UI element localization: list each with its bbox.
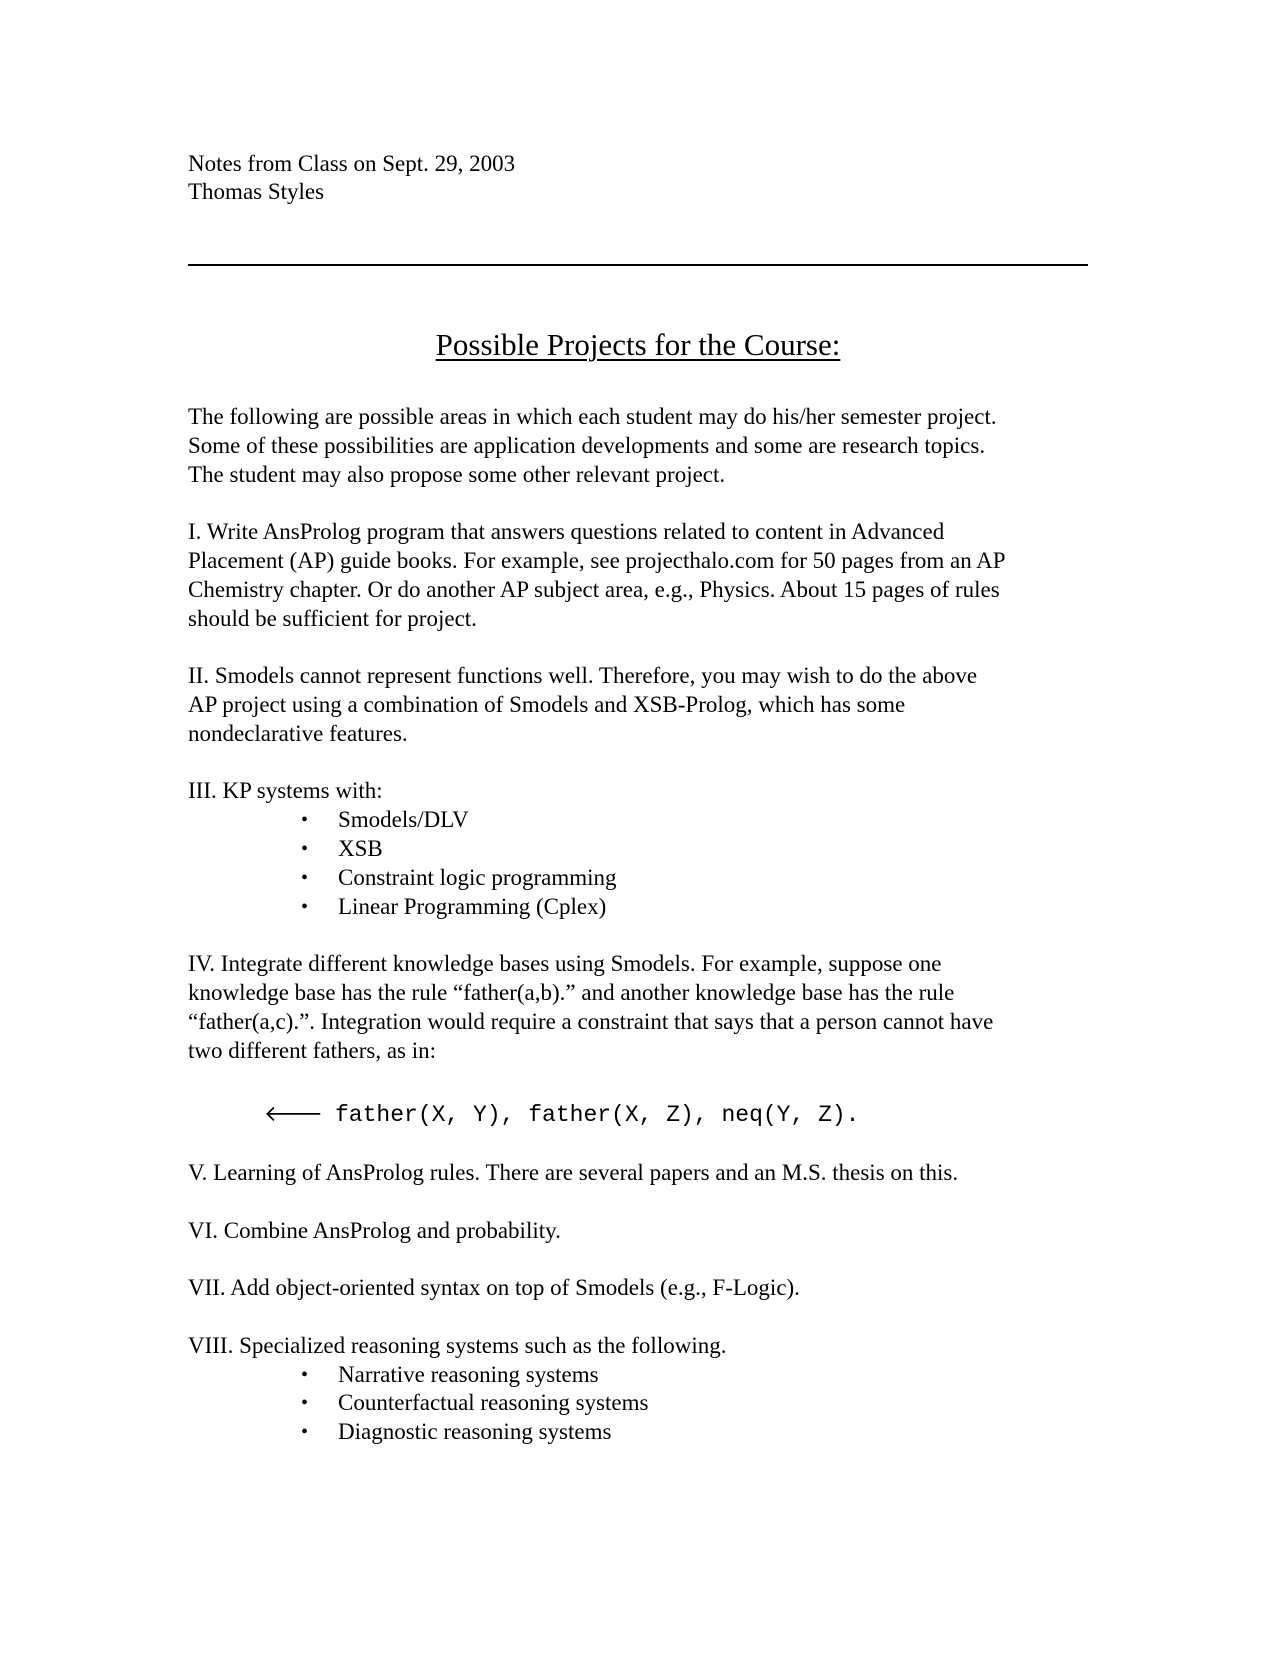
left-arrow-icon: 🡐 [264,1102,323,1128]
horizontal-rule [188,264,1088,266]
item2-line: nondeclarative features. [188,720,408,746]
item7-line: VII. Add object-oriented syntax on top of Smodels (e.g., F-Logic). [188,1275,800,1301]
item4-line: two different fathers, as in: [188,1037,437,1063]
project-item-6 [188,1217,1088,1246]
list-item [188,893,1088,922]
header-author-line: Thomas Styles [188,179,325,204]
list-item [188,835,1088,864]
project-item-3 [188,777,1088,921]
item1-line: Chemistry chapter. Or do another AP subject area, e.g., Physics. About 15 pages of rules [188,576,1000,602]
item8-bullet-list [188,1361,1088,1447]
item1-line: Placement (AP) guide books. For example, see projecthalo.com for 50 pages from an AP [188,547,1006,573]
project-item-4 [188,950,1088,1065]
item6-line: VI. Combine AnsProlog and probability. [188,1217,561,1243]
list-item [188,1418,1088,1447]
intro-paragraph [188,403,1088,489]
item1-line: should be sufficient for project. [188,605,477,631]
item4-line: IV. Integrate different knowledge bases using Smodels. For example, suppose one [188,951,942,977]
list-item-text: Constraint logic programming [338,864,617,890]
bullet-icon: • [301,809,309,832]
list-item-text: Diagnostic reasoning systems [338,1419,612,1445]
bullet-icon: • [301,1421,309,1444]
list-item-text: XSB [338,835,383,861]
list-item [188,1389,1088,1418]
intro-line: The following are possible areas in which each student may do his/her semester project. [188,404,997,429]
page-title [188,326,1088,364]
document-header [188,150,515,206]
bullet-icon: • [301,837,309,860]
item5-line: V. Learning of AnsProlog rules. There are several papers and an M.S. thesis on this. [188,1159,959,1185]
bullet-icon: • [301,1392,309,1415]
document-body [188,403,1088,1476]
bullet-icon: • [301,866,309,889]
list-item-text: Linear Programming (Cplex) [338,893,607,919]
list-item-text: Smodels/DLV [338,807,469,833]
intro-line: Some of these possibilities are application developments and some are research topics. [188,432,986,458]
item2-line: AP project using a combination of Smodels and XSB-Prolog, which has some [188,691,906,717]
project-item-7 [188,1274,1088,1303]
page-title-text: Possible Projects for the Course: [435,327,841,362]
intro-line: The student may also propose some other relevant project. [188,461,726,487]
header-date-line: Notes from Class on Sept. 29, 2003 [188,151,516,176]
item3-bullet-list [188,806,1088,921]
list-item [188,806,1088,835]
code-text: father(X, Y), father(X, Z), neq(Y, Z). [335,1102,860,1129]
list-item-text: Narrative reasoning systems [338,1361,599,1387]
item4-line: “father(a,c).”. Integration would require a constraint that says that a person cannot have [188,1008,994,1034]
project-item-8 [188,1332,1088,1447]
project-item-5 [188,1159,1088,1188]
item4-line: knowledge base has the rule “father(a,b).” and another knowledge base has the rule [188,979,955,1005]
list-item-text: Counterfactual reasoning systems [338,1390,649,1416]
item3-heading: III. KP systems with: [188,778,383,804]
list-item [188,1361,1088,1390]
bullet-icon: • [301,1363,309,1386]
item2-line: II. Smodels cannot represent functions well. Therefore, you may wish to do the above [188,663,978,689]
project-item-2 [188,662,1088,748]
item8-heading: VIII. Specialized reasoning systems such as the following. [188,1332,727,1358]
constraint-code-line [188,1094,1088,1130]
bullet-icon: • [301,895,309,918]
project-item-1 [188,518,1088,633]
list-item [188,864,1088,893]
item1-line: I. Write AnsProlog program that answers questions related to content in Advanced [188,519,945,545]
